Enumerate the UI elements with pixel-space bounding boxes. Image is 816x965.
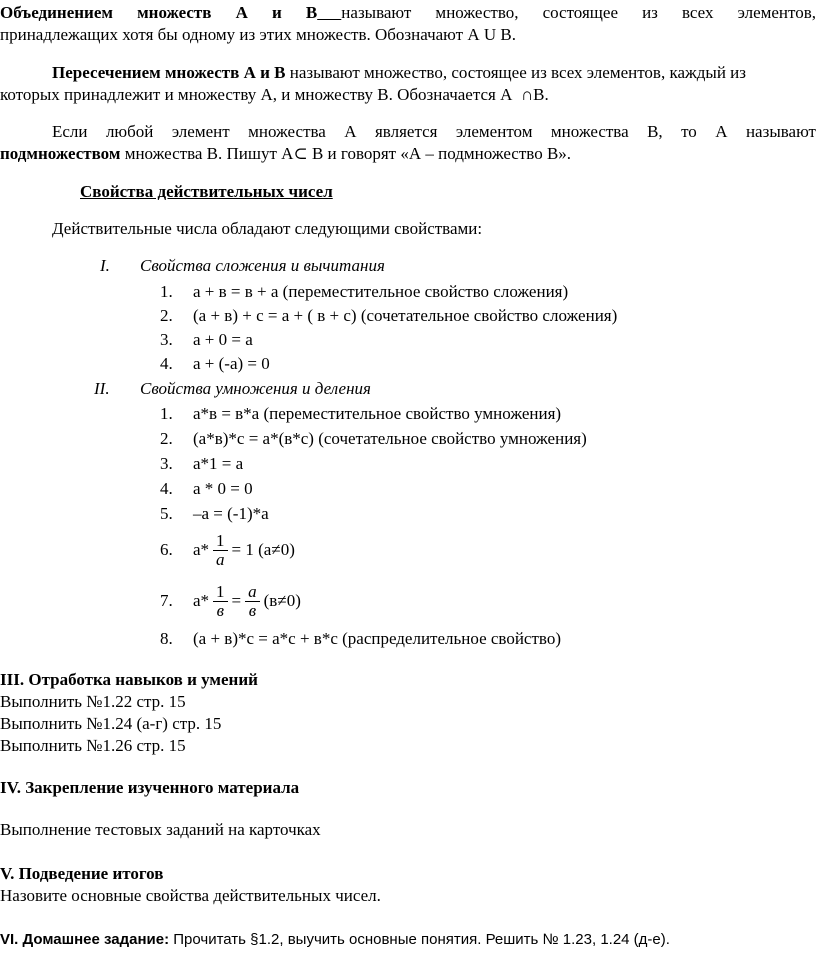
list-item-fraction-6 (193, 524, 295, 576)
fraction-end: 0) (286, 591, 301, 610)
not-equal-symbol: ≠ (271, 540, 281, 559)
fraction-denominator: а (216, 549, 225, 569)
section-5-text: Назовите основные свойства действительных чисел. (0, 886, 381, 905)
subset-term: подмножеством (0, 144, 121, 163)
fraction (213, 583, 228, 620)
list-item-text: а + в = в + а (переместительное свойство сложения) (193, 282, 569, 301)
union-line1-text: называют множество, состоящее из всех элементов, (341, 3, 816, 22)
intersection-symbol: ∩ (520, 85, 534, 104)
list-item-text: а*1 = а (193, 454, 244, 473)
list-item-number: 2. (160, 429, 173, 448)
list-item-text: (а + в)*с = а*с + в*с (распределительное свойство) (193, 629, 561, 648)
fraction-rest: = 1 (а (231, 540, 272, 559)
task-line: Выполнить №1.26 стр. 15 (0, 736, 186, 755)
list-item-text: а + 0 = а (193, 330, 253, 349)
task-line: Выполнить №1.24 (а-г) стр. 15 (0, 714, 222, 733)
list-item-number: 3. (160, 454, 173, 473)
list-item-number: 5. (160, 504, 173, 523)
list-item-number: 3. (160, 330, 173, 349)
union-term: Объединением множеств А и В (0, 3, 318, 22)
group-1-numeral: I. (100, 256, 110, 275)
intersection-definition-line1 (52, 62, 746, 84)
section-6-text: Прочитать §1.2, выучить основные понятия. Решить № 1.23, 1.24 (д-е). (169, 931, 670, 948)
list-item-text: а * 0 = 0 (193, 479, 253, 498)
fraction-prefix: а* (193, 591, 210, 610)
intersection-line1-text: называют множество, состоящее из всех элементов, каждый из (285, 63, 746, 82)
subset-symbol: ⊂ (293, 144, 308, 163)
group-1-title: Свойства сложения и вычитания (140, 256, 385, 275)
fraction-rest: (в (263, 591, 278, 610)
intersection-line2-text: которых принадлежит и множеству А, и множеству В. Обозначается А (0, 85, 513, 104)
list-item-number: 8. (160, 629, 173, 648)
list-item-text: а + (-а) = 0 (193, 354, 270, 373)
fraction-numerator: 1 (213, 532, 228, 551)
homework-line (0, 929, 670, 951)
list-item-number: 2. (160, 306, 173, 325)
section-3-title: III. Отработка навыков и умений (0, 670, 258, 689)
list-item-text: (а*в)*с = а*(в*с) (сочетательное свойство умножения) (193, 429, 587, 448)
fraction-denominator: в (216, 600, 224, 620)
union-definition-line2: принадлежащих хотя бы одному из этих множеств. Обозначают А U В. (0, 25, 516, 44)
intro-text: Действительные числа обладают следующими свойствами: (52, 219, 483, 238)
list-item-number: 4. (160, 354, 173, 373)
subset-definition-line1: Если любой элемент множества А является элементом множества В, то А называют (52, 122, 816, 141)
section-6-title: VI. Домашнее задание: (0, 931, 170, 948)
fraction-numerator: а (245, 583, 260, 602)
section-4-text: Выполнение тестовых заданий на карточках (0, 820, 321, 839)
list-item-number: 1. (160, 404, 173, 423)
fraction (213, 532, 228, 569)
task-line: Выполнить №1.22 стр. 15 (0, 692, 186, 711)
section-5-title: V. Подведение итогов (0, 864, 164, 883)
fraction-numerator: 1 (213, 583, 228, 602)
not-equal-symbol: ≠ (277, 591, 287, 610)
union-term-gap (317, 3, 341, 22)
fraction-denominator: в (248, 600, 257, 620)
subset-definition-line2 (0, 143, 571, 165)
fraction (245, 583, 260, 620)
group-2-numeral: II. (94, 379, 110, 398)
intersection-line2-end: В. (533, 85, 549, 104)
section-4-title: IV. Закрепление изученного материала (0, 778, 300, 797)
list-item-number: 1. (160, 282, 173, 301)
fraction-end: 0) (280, 540, 295, 559)
list-item-number: 7. (160, 591, 173, 610)
list-item-number: 6. (160, 540, 173, 559)
list-item-text: (а + в) + с = а + ( в + с) (сочетательное свойство сложения) (193, 306, 618, 325)
subset-line2-end: В и говорят «А – подмножество В». (307, 144, 572, 163)
intersection-definition-line2 (0, 84, 549, 106)
list-item-fraction-7 (193, 575, 301, 627)
intersection-term: Пересечением множеств А и В (52, 63, 286, 82)
section-title: Свойства действительных чисел (80, 182, 333, 201)
fraction-prefix: а* (193, 540, 210, 559)
equals-sign: = (231, 591, 242, 610)
subset-line2-text: множества В. Пишут А (120, 144, 294, 163)
list-item-text: а*в = в*а (переместительное свойство умножения) (193, 404, 562, 423)
union-definition-line1 (0, 2, 816, 24)
group-2-title: Свойства умножения и деления (140, 379, 371, 398)
list-item-number: 4. (160, 479, 173, 498)
list-item-text: –а = (-1)*а (193, 504, 269, 523)
